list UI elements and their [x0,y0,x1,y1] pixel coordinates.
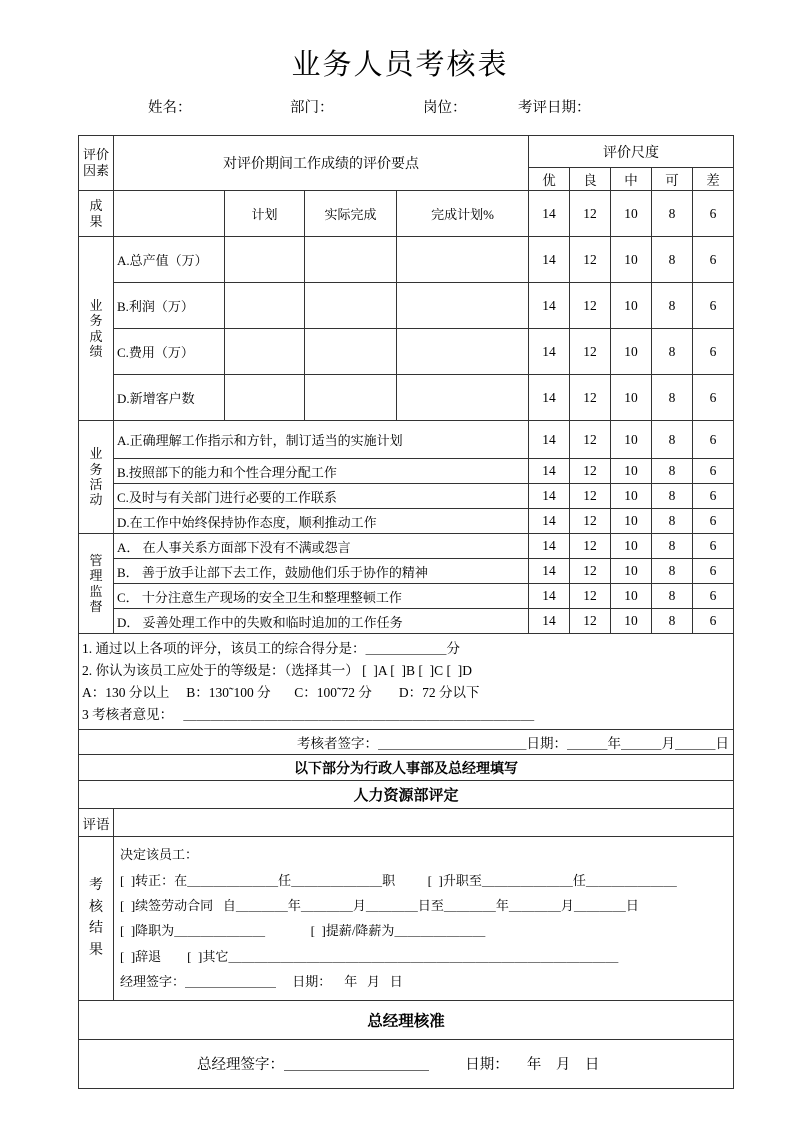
header-scale-cell: 评价尺度 [529,136,734,168]
item-label: D.新增客户数 [114,375,225,421]
reviewer-signature-row [79,730,734,755]
table-row [79,509,734,534]
score-zhong[interactable]: 10 [611,584,652,609]
reviewer-signature-text: 考核者签字：＿＿＿＿＿＿＿＿＿＿＿日期：＿＿＿年＿＿＿月＿＿＿日 [297,736,729,752]
score-cha[interactable]: 6 [693,559,734,584]
score-cha[interactable]: 6 [693,421,734,459]
score-you[interactable]: 14 [529,237,570,283]
achievement-blank-cell[interactable] [114,191,225,237]
note-line-2[interactable]: 2. 你认为该员工应处于的等级是：（选择其一） [ ]A [ ]B [ ]C [ ]D [82,662,472,678]
score-ke[interactable]: 8 [652,484,693,509]
score-zhong[interactable]: 10 [611,559,652,584]
plan-input[interactable] [225,329,305,375]
item-label: D． 妥善处理工作中的失败和临时追加的工作任务 [114,609,529,634]
score-ke[interactable]: 8 [652,283,693,329]
score-liang[interactable]: 12 [570,283,611,329]
score-you[interactable]: 14 [529,329,570,375]
identity-row [78,96,738,120]
result-manager-signature[interactable]: 经理签字：＿＿＿＿＿＿＿ 日期： 年 月 日 [120,974,403,990]
table-row [79,484,734,509]
score-cha[interactable]: 6 [693,534,734,559]
score-cha[interactable]: 6 [693,375,734,421]
name-label: 姓名： [148,100,192,116]
actual-input[interactable] [305,237,397,283]
table-row [79,584,734,609]
score-ke[interactable]: 8 [652,609,693,634]
score-ke[interactable]: 8 [652,237,693,283]
score-zhong[interactable]: 10 [611,609,652,634]
score-ke[interactable]: 8 [652,584,693,609]
gm-signature-cell[interactable] [79,1039,734,1088]
result-body [114,837,734,1000]
result-label: 考 核 结 果 [79,837,114,1000]
table-row [79,329,734,375]
score-cha[interactable]: 6 [693,459,734,484]
item-label: A． 在人事关系方面部下没有不满或怨言 [114,534,529,559]
percent-input[interactable] [397,237,529,283]
section-label-guanlijiandu: 管 理 监 督 [79,534,114,634]
score-cha[interactable]: 6 [693,609,734,634]
item-label: C． 十分注意生产现场的安全卫生和整理整顿工作 [114,584,529,609]
section-label-yewuchengji: 业 务 成 绩 [79,237,114,421]
score-liang[interactable]: 12 [570,459,611,484]
header-points-cell: 对评价期间工作成绩的评价要点 [114,136,529,191]
score-ke[interactable]: 8 [652,375,693,421]
score-ke[interactable]: 8 [652,459,693,484]
score-zhong[interactable]: 10 [611,237,652,283]
percent-input[interactable] [397,375,529,421]
result-option-demote[interactable]: [ ]降职为＿＿＿＿＿＿＿ [ ]提薪/降薪为＿＿＿＿＿＿＿ [120,923,486,939]
score-you[interactable]: 14 [529,459,570,484]
score-liang[interactable]: 12 [570,509,611,534]
score-liang[interactable]: 12 [570,559,611,584]
achievement-factor-label: 成 果 [79,191,114,237]
score-ke[interactable]: 8 [652,421,693,459]
score-cha[interactable]: 6 [693,329,734,375]
item-label: D.在工作中始终保持协作态度，顺利推动工作 [114,509,529,534]
note-line-3: A：130 分以上 B：130˜100 分 C：100˜72 分 D：72 分以下 [82,684,480,700]
scale-level-you: 优 [529,168,570,191]
note-line-4[interactable]: 3 考核者意见： ＿＿＿＿＿＿＿＿＿＿＿＿＿＿＿＿＿＿＿＿＿＿＿＿＿＿ [82,706,535,722]
header-factor-cell [79,136,114,191]
score-liang[interactable]: 12 [570,375,611,421]
score-liang[interactable]: 12 [570,484,611,509]
result-option-renew[interactable]: [ ]续签劳动合同 自＿＿＿＿年＿＿＿＿月＿＿＿＿日至＿＿＿＿年＿＿＿＿月＿＿＿＿日 [120,898,639,914]
header-factor-line2: 因素 [82,163,109,178]
comment-input[interactable] [114,809,734,837]
achievement-header-row [79,191,734,237]
gm-signature-row [79,1039,734,1088]
table-row [79,559,734,584]
score-zhong[interactable]: 10 [611,484,652,509]
gm-band-row [79,1000,734,1039]
table-row [79,421,734,459]
score-zhong[interactable]: 10 [611,421,652,459]
note-line-1: 1. 通过以上各项的评分，该员工的综合得分是：＿＿＿＿＿＿分 [82,641,460,656]
plan-input[interactable] [225,375,305,421]
table-header-row-1 [79,136,734,168]
score-zhong[interactable]: 10 [611,375,652,421]
score-you[interactable]: 14 [529,375,570,421]
plan-input[interactable] [225,283,305,329]
item-label: C.及时与有关部门进行必要的工作联系 [114,484,529,509]
admin-band-row [79,755,734,781]
score-cha[interactable]: 6 [693,484,734,509]
percent-input[interactable] [397,329,529,375]
actual-input[interactable] [305,329,397,375]
score-you[interactable]: 14 [529,484,570,509]
score-you[interactable]: 14 [529,191,570,237]
item-label: A.正确理解工作指示和方针，制订适当的实施计划 [114,421,529,459]
comment-row [79,809,734,837]
reviewer-signature-cell[interactable] [79,730,734,755]
achievement-actual-header: 实际完成 [305,191,397,237]
actual-input[interactable] [305,375,397,421]
score-zhong[interactable]: 10 [611,283,652,329]
item-label: C.费用（万） [114,329,225,375]
score-zhong[interactable]: 10 [611,329,652,375]
header-factor-line1: 评价 [82,146,109,162]
item-label: B.利润（万） [114,283,225,329]
comment-label: 评语 [79,809,114,837]
score-liang[interactable]: 12 [570,421,611,459]
scale-level-liang: 良 [570,168,611,191]
result-option-confirm[interactable]: [ ]转正：在＿＿＿＿＿＿＿任＿＿＿＿＿＿＿职 [ ]升职至＿＿＿＿＿＿＿任＿＿＿＿＿＿＿ [120,872,677,888]
table-row [79,375,734,421]
score-you[interactable]: 14 [529,584,570,609]
table-row [79,534,734,559]
score-you[interactable]: 14 [529,534,570,559]
score-cha[interactable]: 6 [693,283,734,329]
percent-input[interactable] [397,283,529,329]
score-cha[interactable]: 6 [693,584,734,609]
score-zhong[interactable]: 10 [611,509,652,534]
score-you[interactable]: 14 [529,509,570,534]
table-row [79,283,734,329]
score-zhong[interactable]: 10 [611,191,652,237]
result-intro: 决定该员工： [120,847,199,863]
plan-input[interactable] [225,237,305,283]
department-label: 部门： [290,100,334,116]
score-liang[interactable]: 12 [570,584,611,609]
admin-band: 以下部分为行政人事部及总经理填写 [79,755,734,781]
score-ke[interactable]: 8 [652,329,693,375]
score-liang[interactable]: 12 [570,534,611,559]
notes-block [79,634,734,730]
score-liang[interactable]: 12 [570,191,611,237]
score-cha[interactable]: 6 [693,237,734,283]
score-you[interactable]: 14 [529,609,570,634]
gm-approval-band: 总经理核准 [79,1000,734,1039]
score-cha[interactable]: 6 [693,191,734,237]
score-ke[interactable]: 8 [652,559,693,584]
result-option-dismiss[interactable]: [ ]辞退 [ ]其它＿＿＿＿＿＿＿＿＿＿＿＿＿＿＿＿＿＿＿＿＿＿＿＿＿＿＿＿＿＿ [120,948,619,964]
score-ke[interactable]: 8 [652,509,693,534]
score-you[interactable]: 14 [529,283,570,329]
evaluation-date-label: 考评日期： [518,100,591,116]
achievement-percent-header: 完成计划% [397,191,529,237]
position-label: 岗位： [423,100,467,116]
achievement-plan-header: 计划 [225,191,305,237]
result-row [79,837,734,1000]
table-row [79,459,734,484]
score-zhong[interactable]: 10 [611,459,652,484]
score-zhong[interactable]: 10 [611,534,652,559]
actual-input[interactable] [305,283,397,329]
table-row [79,609,734,634]
hr-band: 人力资源部评定 [79,781,734,809]
table-row [79,237,734,283]
scale-level-ke: 可 [652,168,693,191]
page-title: 业务人员考核表 [291,49,509,81]
score-liang[interactable]: 12 [570,609,611,634]
scale-level-cha: 差 [693,168,734,191]
score-liang[interactable]: 12 [570,329,611,375]
item-label: A.总产值（万） [114,237,225,283]
score-liang[interactable]: 12 [570,237,611,283]
gm-signature-text: 总经理签字：＿＿＿＿＿＿＿＿＿＿ 日期： 年 月 日 [197,1057,600,1073]
section-label-yewuhuodong: 业 务 活 动 [79,421,114,534]
score-you[interactable]: 14 [529,559,570,584]
item-label: B． 善于放手让部下去工作，鼓励他们乐于协作的精神 [114,559,529,584]
score-ke[interactable]: 8 [652,191,693,237]
score-you[interactable]: 14 [529,421,570,459]
score-cha[interactable]: 6 [693,509,734,534]
score-ke[interactable]: 8 [652,534,693,559]
notes-row [79,634,734,730]
scale-level-zhong: 中 [611,168,652,191]
appraisal-table [78,135,734,1089]
item-label: B.按照部下的能力和个性合理分配工作 [114,459,529,484]
hr-band-row [79,781,734,809]
